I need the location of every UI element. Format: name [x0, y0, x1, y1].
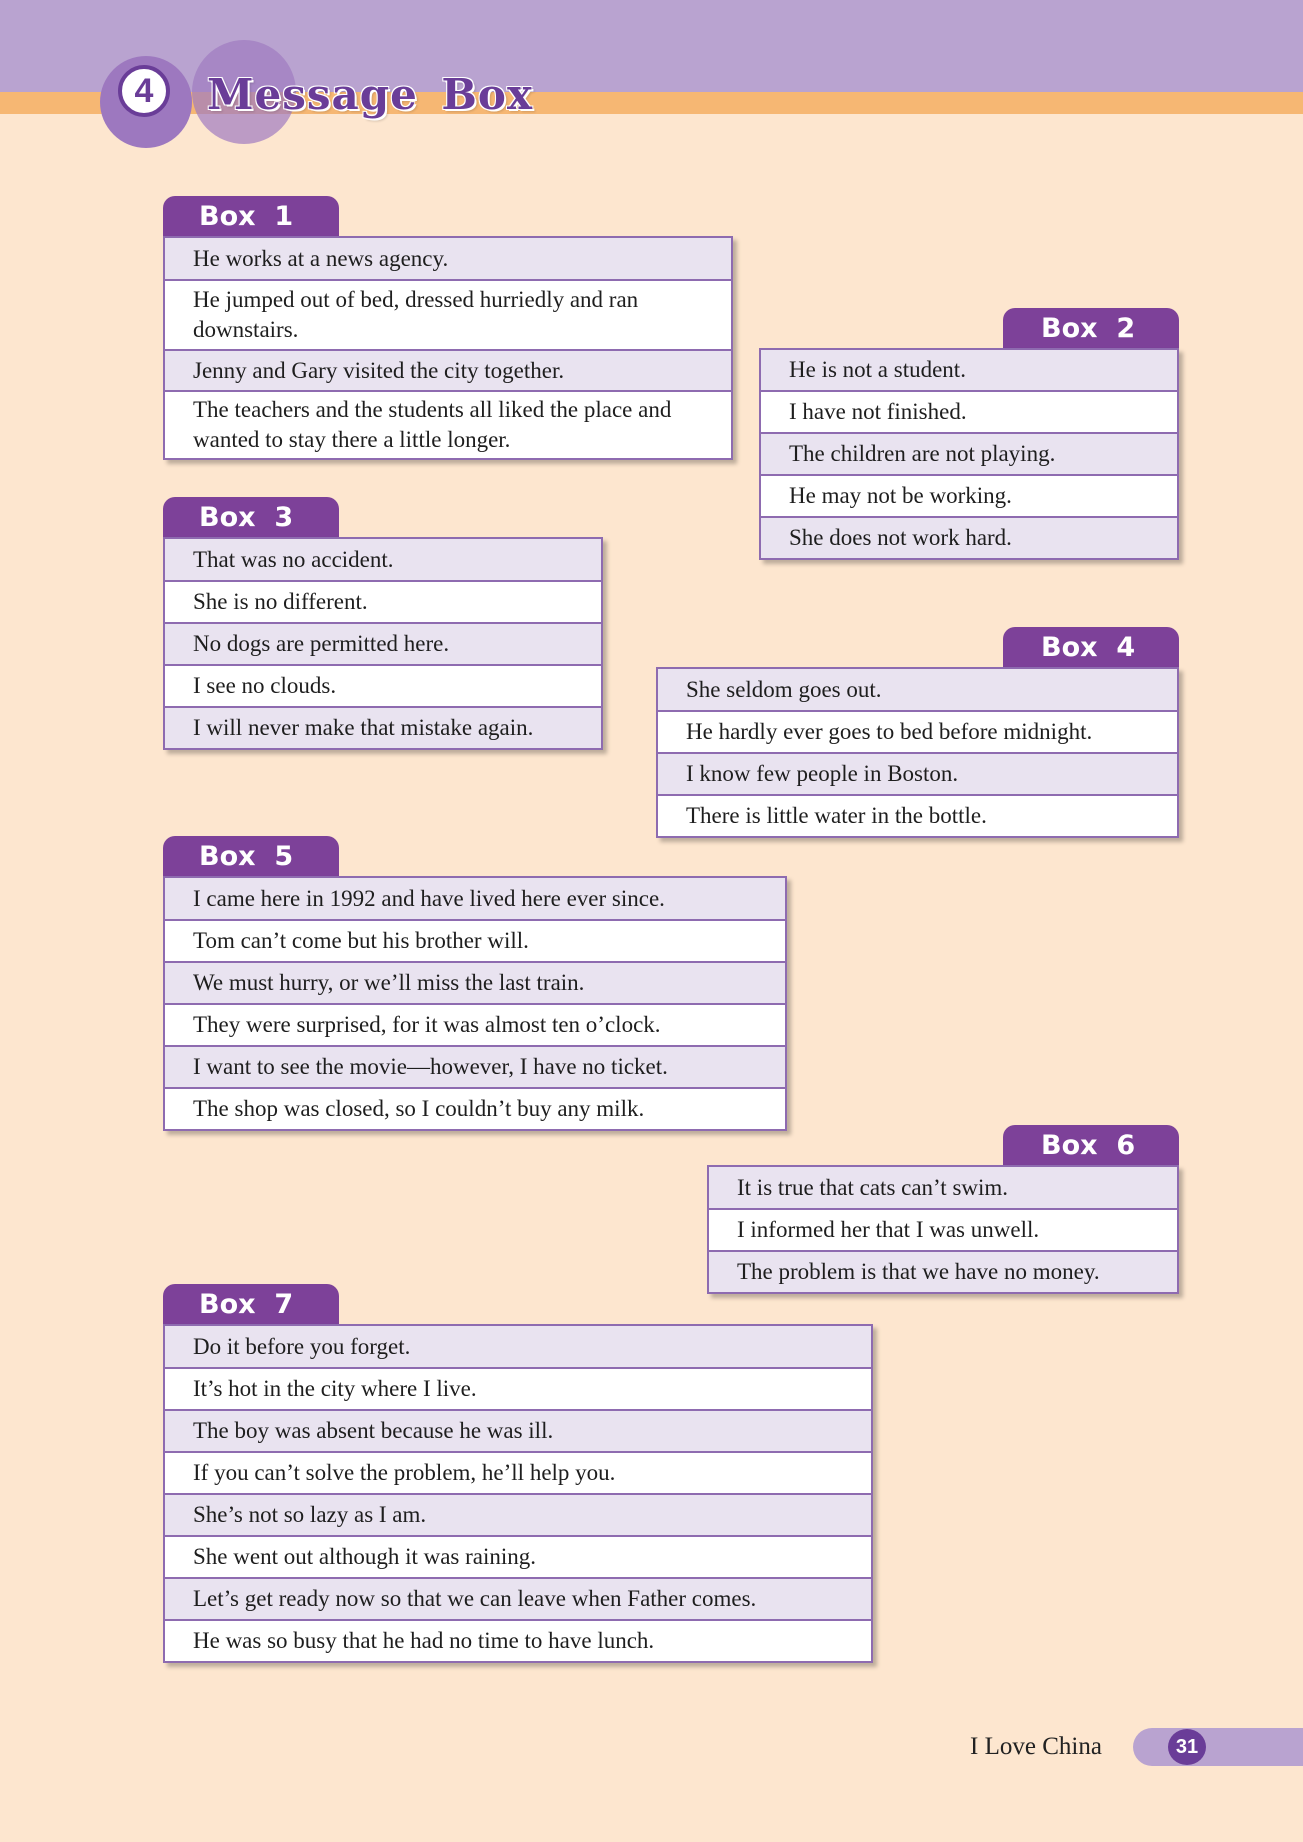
list-item: He hardly ever goes to bed before midnight.: [658, 710, 1177, 752]
list-item: I came here in 1992 and have lived here ever since.: [165, 878, 785, 919]
list-item: She’s not so lazy as I am.: [165, 1493, 871, 1535]
list-item: He jumped out of bed, dressed hurriedly and ran downstairs.: [165, 279, 731, 349]
list-item: I will never make that mistake again.: [165, 706, 601, 748]
box-2-list: [759, 348, 1179, 560]
list-item: He may not be working.: [761, 474, 1177, 516]
list-item: He is not a student.: [761, 350, 1177, 390]
list-item: The teachers and the students all liked the place and wanted to stay there a little longer.: [165, 390, 731, 458]
page-title: Message Box: [207, 70, 533, 119]
message-box-4: [656, 627, 1177, 839]
list-item: It’s hot in the city where I live.: [165, 1367, 871, 1409]
box-6-tab: Box 6: [1003, 1125, 1179, 1165]
list-item: The children are not playing.: [761, 432, 1177, 474]
footer-book-title: I Love China: [970, 1733, 1102, 1760]
page-number: 31: [1168, 1729, 1206, 1765]
list-item: The boy was absent because he was ill.: [165, 1409, 871, 1451]
box-7-list: [163, 1324, 873, 1663]
list-item: She went out although it was raining.: [165, 1535, 871, 1577]
message-box-1: [163, 196, 729, 460]
list-item: That was no accident.: [165, 539, 601, 580]
list-item: She is no different.: [165, 580, 601, 622]
section-number-badge: 4: [118, 65, 170, 117]
message-box-2: [759, 308, 1177, 562]
box-7-tab: Box 7: [163, 1284, 339, 1324]
message-box-7: [163, 1284, 869, 1664]
box-1-tab: Box 1: [163, 196, 339, 236]
list-item: The problem is that we have no money.: [709, 1250, 1177, 1292]
box-2-tab: Box 2: [1003, 308, 1179, 348]
list-item: She does not work hard.: [761, 516, 1177, 558]
list-item: Tom can’t come but his brother will.: [165, 919, 785, 961]
box-4-tab: Box 4: [1003, 627, 1179, 667]
list-item: The shop was closed, so I couldn’t buy any milk.: [165, 1087, 785, 1129]
list-item: He works at a news agency.: [165, 238, 731, 279]
list-item: I want to see the movie—however, I have no ticket.: [165, 1045, 785, 1087]
box-6-list: [707, 1165, 1179, 1294]
list-item: If you can’t solve the problem, he’ll help you.: [165, 1451, 871, 1493]
box-5-list: [163, 876, 787, 1131]
list-item: Do it before you forget.: [165, 1326, 871, 1367]
box-3-tab: Box 3: [163, 497, 339, 537]
list-item: I know few people in Boston.: [658, 752, 1177, 794]
list-item: I informed her that I was unwell.: [709, 1208, 1177, 1250]
list-item: He was so busy that he had no time to have lunch.: [165, 1619, 871, 1661]
list-item: We must hurry, or we’ll miss the last train.: [165, 961, 785, 1003]
footer-page-tab: [1133, 1728, 1303, 1766]
message-box-3: [163, 497, 599, 751]
list-item: She seldom goes out.: [658, 669, 1177, 710]
list-item: I see no clouds.: [165, 664, 601, 706]
box-4-list: [656, 667, 1179, 838]
box-3-list: [163, 537, 603, 750]
list-item: No dogs are permitted here.: [165, 622, 601, 664]
message-box-5: [163, 836, 783, 1132]
box-5-tab: Box 5: [163, 836, 339, 876]
list-item: Let’s get ready now so that we can leave when Father comes.: [165, 1577, 871, 1619]
box-1-list: [163, 236, 733, 460]
message-box-6: [707, 1125, 1177, 1295]
list-item: Jenny and Gary visited the city together.: [165, 349, 731, 390]
list-item: It is true that cats can’t swim.: [709, 1167, 1177, 1208]
list-item: There is little water in the bottle.: [658, 794, 1177, 836]
list-item: I have not finished.: [761, 390, 1177, 432]
list-item: They were surprised, for it was almost ten o’clock.: [165, 1003, 785, 1045]
